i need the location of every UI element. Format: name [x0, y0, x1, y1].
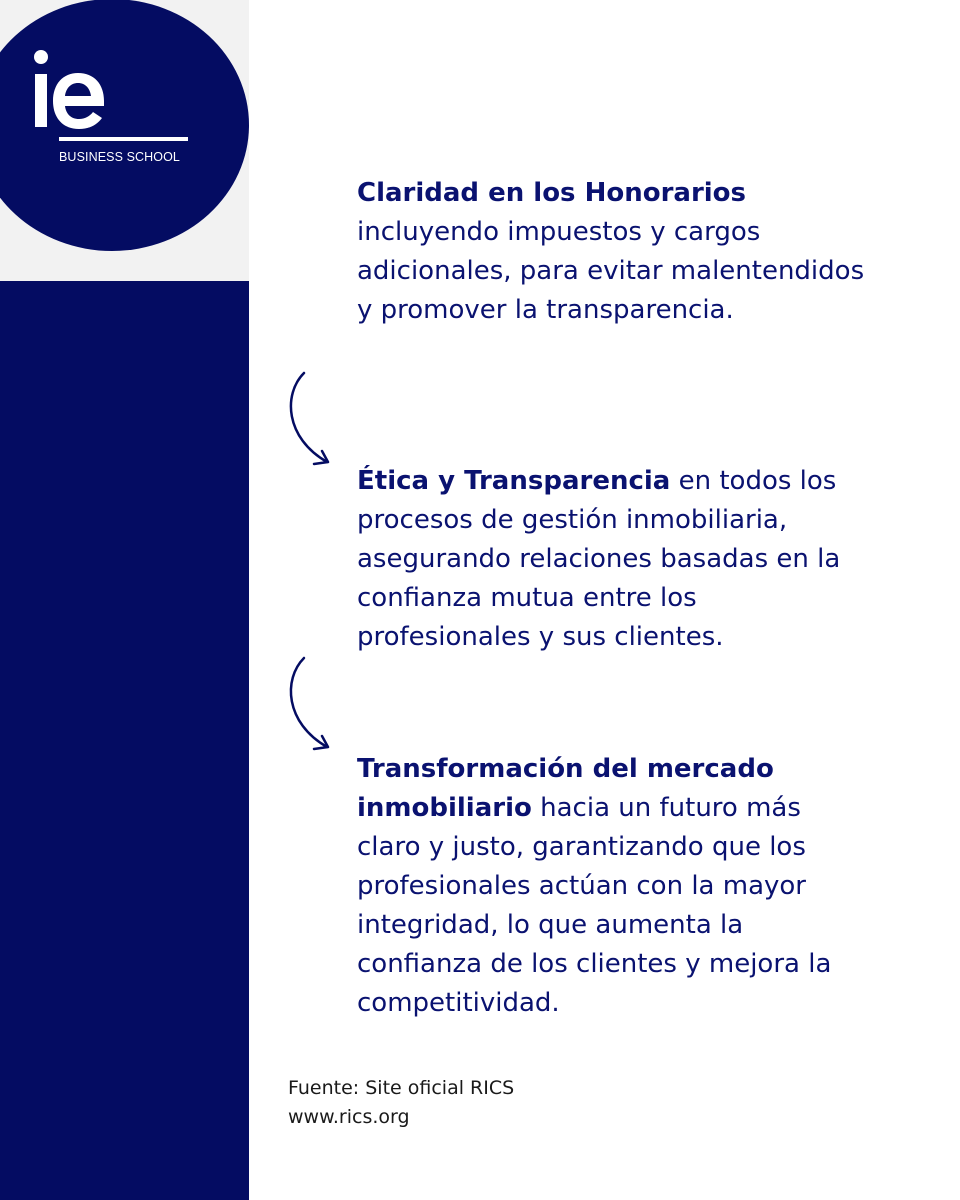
point-3 — [357, 750, 857, 1023]
point-2-title: Ética y Transparencia — [357, 466, 671, 496]
source-label: Fuente: Site oficial RICS — [288, 1077, 515, 1099]
side-bar — [0, 281, 249, 1200]
point-2-text: en todos los procesos de gestión inmobiliaria, asegurando relaciones basadas en la confianza mutua entre los profesionales y sus clientes. — [357, 466, 841, 652]
point-1-text: incluyendo impuestos y cargos adicionales, para evitar malentendidos y promover la transparencia. — [357, 217, 865, 325]
curved-arrow-icon — [283, 655, 343, 755]
point-3-title: Transformación del mercado inmobiliario — [357, 754, 774, 823]
logo-divider — [59, 137, 188, 141]
point-1-title: Claridad en los Honorarios — [357, 178, 747, 208]
point-2 — [357, 462, 863, 657]
curved-arrow-icon — [283, 370, 343, 470]
point-1 — [357, 174, 877, 330]
point-3-text: hacia un futuro más claro y justo, garantizando que los profesionales actúan con la mayor integridad, lo que aumenta la confianza de los clientes y mejora la competitividad. — [357, 793, 832, 1018]
logo-subtitle: BUSINESS SCHOOL — [59, 150, 180, 164]
ie-wordmark-logo — [28, 47, 108, 129]
source-url: www.rics.org — [288, 1106, 410, 1128]
